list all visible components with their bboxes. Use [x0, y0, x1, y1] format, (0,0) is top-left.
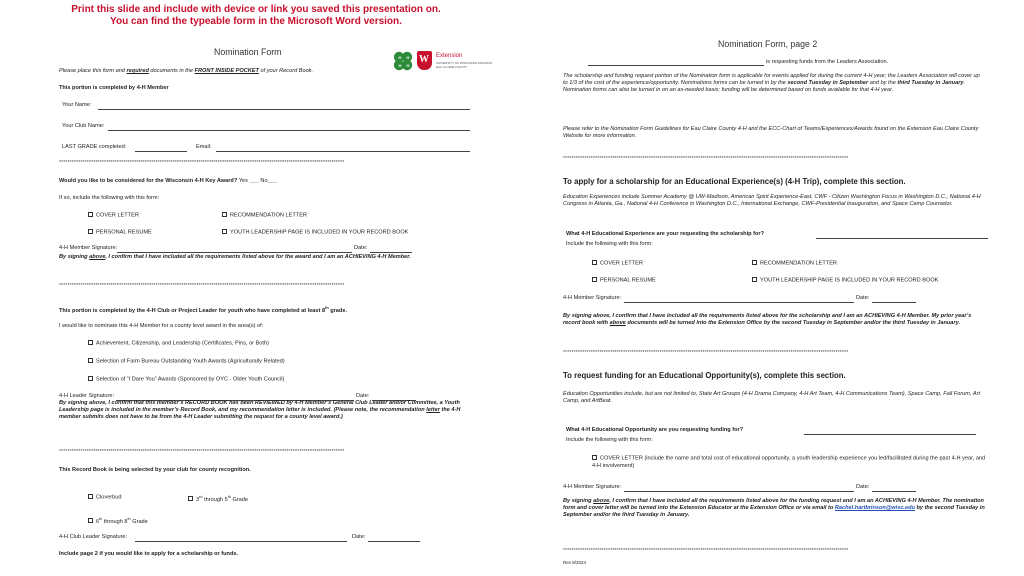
- banner-line-2: You can find the typeable form in the Microsoft Word version.: [110, 16, 402, 27]
- recommendation-letter-checkbox[interactable]: RECOMMENDATION LETTER: [222, 212, 307, 220]
- separator: *************************************************************************************************************************************: [563, 156, 849, 162]
- date-label: Date:: [354, 245, 368, 251]
- svg-text:H: H: [406, 55, 410, 60]
- separator: *************************************************************************************************************************************: [59, 449, 345, 455]
- svg-text:H: H: [406, 63, 410, 68]
- leader-date-label: Date:: [356, 393, 370, 399]
- club-leader-date-label: Date:: [352, 534, 366, 540]
- your-name-field[interactable]: [98, 109, 470, 110]
- sch-date-label: Date:: [856, 295, 870, 301]
- revision-text: Rev 8/2024: [563, 560, 587, 565]
- fund-cover-letter-checkbox[interactable]: COVER LETTER (include the name and total cost of educational opportunity, a youth leadership experience you led/facilitated during the past 4-H year, and 4-H involvement): [592, 455, 986, 469]
- scholarship-heading: To apply for a scholarship for an Educational Experience(s) (4-H Trip), complete this section.: [563, 177, 906, 186]
- separator: *************************************************************************************************************************************: [563, 350, 849, 356]
- separator: *************************************************************************************************************************************: [59, 160, 345, 166]
- member-signature-field[interactable]: [117, 252, 352, 253]
- email-field[interactable]: [216, 151, 470, 152]
- club-leader-date-field[interactable]: [368, 541, 420, 542]
- sch-date-field[interactable]: [872, 302, 916, 303]
- sch-cover-letter-checkbox[interactable]: COVER LETTER: [592, 260, 643, 268]
- member-heading: This portion is completed by 4-H Member: [59, 85, 169, 91]
- your-name-label: Your Name:: [62, 102, 92, 108]
- svg-text:H: H: [398, 63, 402, 68]
- scholarship-description: Education Experiences include Summer Academy @ UW-Madison, American Spirit Experience-East, CWF - Citizen Washington Focus in Washington D.C., National 4-H Congress in Atlanta, Ga., National 4-H Conference in Washington D.C., International Exchange, CWF-Presidential Inauguration, and Space Camp Counselor.: [563, 194, 981, 207]
- univ-logo-text: UNIVERSITY OF WISCONSIN-MADISON: [436, 61, 493, 65]
- last-grade-field[interactable]: [135, 151, 187, 152]
- scholarship-experience-field[interactable]: [816, 238, 988, 239]
- requesting-text: is requesting funds from the Leaders Association.: [766, 59, 889, 65]
- sch-youth-leadership-checkbox[interactable]: YOUTH LEADERSHIP PAGE IS INCLUDED IN YOUR RECORD BOOK: [752, 277, 938, 285]
- area-i-dare-you-checkbox[interactable]: Selection of “I Dare You” Awards (Sponsored by OYC - Older Youth Council): [88, 376, 284, 384]
- sch-member-signature-label: 4-H Member Signature:: [563, 295, 622, 301]
- fund-date-label: Date:: [856, 484, 870, 490]
- club-name-field[interactable]: [108, 130, 470, 131]
- separator: *************************************************************************************************************************************: [563, 548, 849, 554]
- email-label: Email:: [196, 144, 212, 150]
- requester-name-field[interactable]: [588, 65, 764, 66]
- form-page-2: [512, 0, 1024, 576]
- scholarship-question: What 4-H Educational Experience are your requesting the scholarship for?: [566, 231, 764, 237]
- funding-heading: To request funding for an Educational Opportunity(s), complete this section.: [563, 371, 846, 380]
- 4h-clover-logo: [392, 50, 414, 72]
- scholarship-confirm-text: By signing above, I confirm that I have included all the requirements listed above for the scholarship and I am an ACHIEVING 4-H Member. My prior year’s record book with above documents will be turned into the Extension Office by the second Tuesday in September and/or the third Tuesday in January.: [563, 313, 972, 326]
- guidelines-paragraph: Please refer to the Nomination Form Guidelines for Eau Claire County 4-H and the ECC-Chart of Teams/Experiences/Awards found on the Extension Eau Claire County Website for more information.: [563, 126, 979, 139]
- page-title: Nomination Form: [214, 47, 282, 57]
- grade-3-5-checkbox[interactable]: 3rd through 5th Grade: [188, 494, 248, 504]
- nominate-text: I would like to nominate this 4-H Member for a county level award in the area(s) of:: [59, 323, 264, 329]
- record-selected-text: This Record Book is being selected by your club for county recognition.: [59, 467, 251, 473]
- club-leader-signature-label: 4-H Club Leader Signature:: [59, 534, 128, 540]
- intro-text: Please place this form and required documents in the FRONT INSIDE POCKET of your Record Book.: [59, 68, 314, 74]
- include-page2-text: Include page 2 if you would like to apply for a scholarship or funds.: [59, 551, 239, 557]
- sch-resume-checkbox[interactable]: PERSONAL RESUME: [592, 277, 656, 285]
- fund-include-following-text: Include the following with this form:: [566, 437, 653, 443]
- sch-recommendation-checkbox[interactable]: RECOMMENDATION LETTER: [752, 260, 837, 268]
- extension-logo-text: Extension: [436, 53, 463, 59]
- leader-confirm-text: By signing above, I confirm that this member’s RECORD BOOK has been REVIEWED by 4-H Member’s General Club Leader and/or Committee, a Youth Leadership page is included in the member’s Record Book, and my recommendation letter is included. (Please note, the recommendation letter the 4-H member submits does not have to be from the 4-H Leader submitting the request for a county level award.): [59, 400, 461, 420]
- funding-paragraph: The scholarship and funding request portion of the Nomination form is applicable for events applied for during the current 4-H year; the Leaders Association will cover up to 1/3 of the cost of the experience/opportunity. Nominations forms can be turned in by the second Tuesday in September and by the third Tuesday in January. Nomination forms can also be turned in on an as-needed basis; funding will be determined based on funds available for that 4-H year.: [563, 73, 980, 93]
- separator: *************************************************************************************************************************************: [59, 283, 345, 289]
- last-grade-label: LAST GRADE completed:: [62, 144, 127, 150]
- sch-member-signature-field[interactable]: [624, 302, 854, 303]
- fund-date-field[interactable]: [872, 491, 916, 492]
- leader-signature-label: 4-H Leader Signature:: [59, 393, 115, 399]
- key-award-question: Would you like to be considered for the Wisconsin 4-H Key Award? Yes ___ No___: [59, 178, 277, 184]
- educator-email-link[interactable]: Rachel.hartbrinson@wisc.edu: [834, 505, 915, 511]
- personal-resume-checkbox[interactable]: PERSONAL RESUME: [88, 229, 152, 237]
- grade-6-8-checkbox[interactable]: 6th through 8th Grade: [88, 516, 148, 526]
- cover-letter-checkbox[interactable]: COVER LETTER: [88, 212, 139, 220]
- if-so-text: If so, include the following with this form:: [59, 195, 160, 201]
- county-logo-text: EAU CLAIRE COUNTY: [436, 65, 468, 69]
- funding-question: What 4-H Educational Opportunity are you requesting funding for?: [566, 427, 744, 433]
- club-name-label: Your Club Name:: [62, 123, 105, 129]
- funding-confirm-text: By signing above, I confirm that I have included all the requirements listed above for the funding request and I am an ACHIEVING 4-H Member. The nomination form and cover letter will be turned into the Extension Educator at the Extension Office or via email to Rachel.hartbrinson@wisc.edu by the second Tuesday in September and/or the third Tuesday in January.: [563, 498, 985, 518]
- funding-opportunity-field[interactable]: [804, 434, 976, 435]
- uw-crest-logo: W: [417, 51, 432, 70]
- cloverbud-checkbox[interactable]: Cloverbud: [88, 494, 122, 502]
- area-achievement-checkbox[interactable]: Achievement, Citizenship, and Leadership (Certificates, Pins, or Both): [88, 340, 269, 348]
- member-confirm-text: By signing above, I confirm that I have included all the requirements listed above for the award and I am an ACHIEVING 4-H Member.: [59, 254, 411, 260]
- svg-text:H: H: [398, 55, 402, 60]
- fund-member-signature-field[interactable]: [624, 491, 854, 492]
- youth-leadership-checkbox[interactable]: YOUTH LEADERSHIP PAGE IS INCLUDED IN YOUR RECORD BOOK: [222, 229, 408, 237]
- leader-heading: This portion is completed by the 4-H Club or Project Leader for youth who have completed at least 8th grade.: [59, 306, 347, 314]
- club-leader-signature-field[interactable]: [135, 541, 347, 542]
- page2-title: Nomination Form, page 2: [718, 39, 818, 49]
- member-signature-label: 4-H Member Signature:: [59, 245, 118, 251]
- banner-line-1: Print this slide and include with device or link you saved this presentation on.: [71, 4, 441, 15]
- fund-member-signature-label: 4-H Member Signature:: [563, 484, 622, 490]
- area-farm-bureau-checkbox[interactable]: Selection of Farm Bureau Outstanding Youth Awards (Agriculturally Related): [88, 358, 285, 366]
- funding-description: Education Opportunities include, but are not limited to, State Art Groups (4-H Drama Company, 4-H Art Team, 4-H Communications Team), Space Camp, Fall Forum, Art Camp, and ArtBeat.: [563, 391, 981, 404]
- member-date-field[interactable]: [370, 252, 412, 253]
- include-following-text: Include the following with this form:: [566, 241, 653, 247]
